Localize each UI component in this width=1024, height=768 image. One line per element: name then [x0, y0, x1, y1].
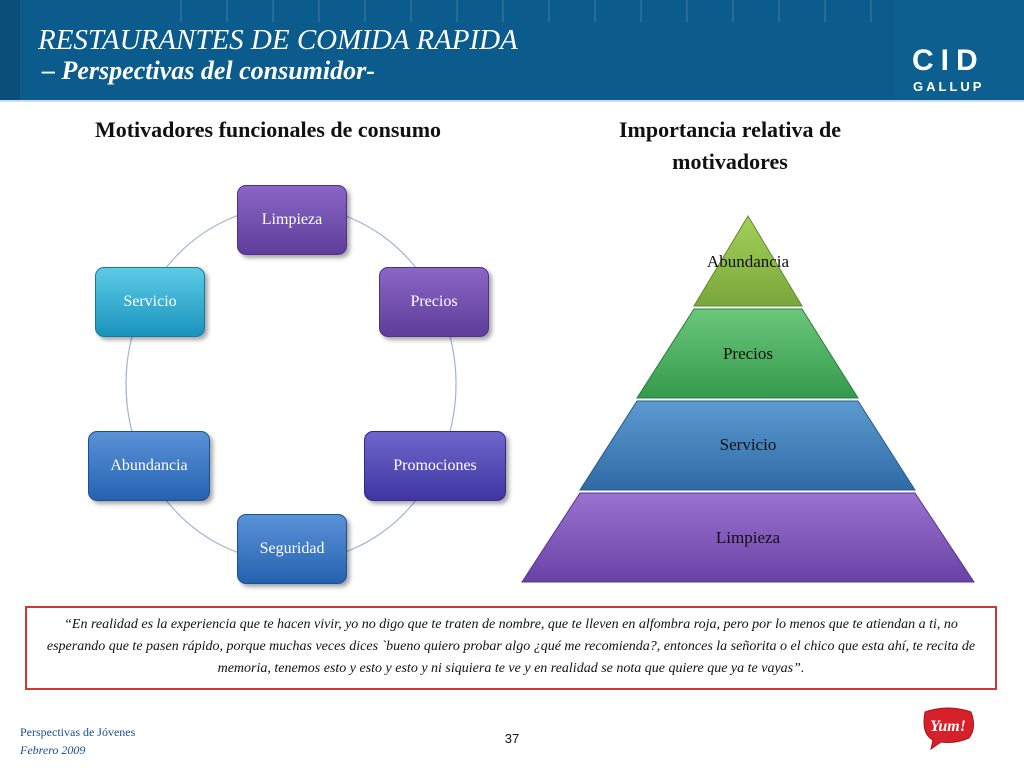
footer-study-name: Perspectivas de Jóvenes — [20, 725, 136, 739]
cycle-node-label: Servicio — [123, 293, 177, 310]
cycle-node-limpieza — [237, 185, 347, 255]
cycle-node-label: Promociones — [393, 457, 477, 474]
cycle-node-servicio — [95, 267, 205, 337]
pyramid-label-1: Abundancia — [706, 252, 790, 271]
cycle-node-label: Abundancia — [110, 457, 188, 474]
cycle-node-seguridad — [237, 514, 347, 584]
pyramid-label-2: Precios — [722, 344, 774, 363]
cid-logo: CID — [912, 44, 985, 77]
left-section-title: Motivadores funcionales de consumo — [94, 117, 442, 142]
pyramid-label-4: Limpieza — [715, 528, 781, 547]
right-section-title: Importancia relativa de motivadores — [618, 117, 841, 174]
gallup-logo: GALLUP — [913, 79, 985, 94]
footer-date: Febrero 2009 — [20, 743, 86, 757]
yum-logo — [919, 706, 977, 750]
slide-title: RESTAURANTES DE COMIDA RAPIDA — [38, 24, 518, 56]
cycle-node-abundancia — [88, 431, 210, 501]
cycle-node-precios — [379, 267, 489, 337]
consumer-quote — [25, 606, 997, 690]
page-number: 37 — [504, 731, 520, 746]
cycle-node-label: Seguridad — [259, 540, 325, 557]
cycle-node-label: Precios — [410, 293, 458, 310]
cycle-node-promociones — [364, 431, 506, 501]
quote-text: “En realidad es la experiencia que te hacen vivir, yo no digo que te traten de nombre, que te lleven en alfombra roja, pero por lo menos que te atiendan a ti, no esperando que te pasen rápido, porque muchas veces dices `bueno quiero probar algo ¿qué me recomienda?, entonces la señorita o el chico que esta ahí, te recita de memoria, tenemos esto y esto y esto y ni siquiera te ve y en realidad se nota que quiere que ya te vayas”. — [46, 617, 976, 676]
slide-subtitle: – Perspectivas del consumidor- — [42, 56, 375, 85]
pyramid-label-3: Servicio — [719, 435, 777, 454]
yum-logo-text: Yum! — [930, 718, 966, 735]
cycle-node-label: Limpieza — [261, 211, 323, 228]
